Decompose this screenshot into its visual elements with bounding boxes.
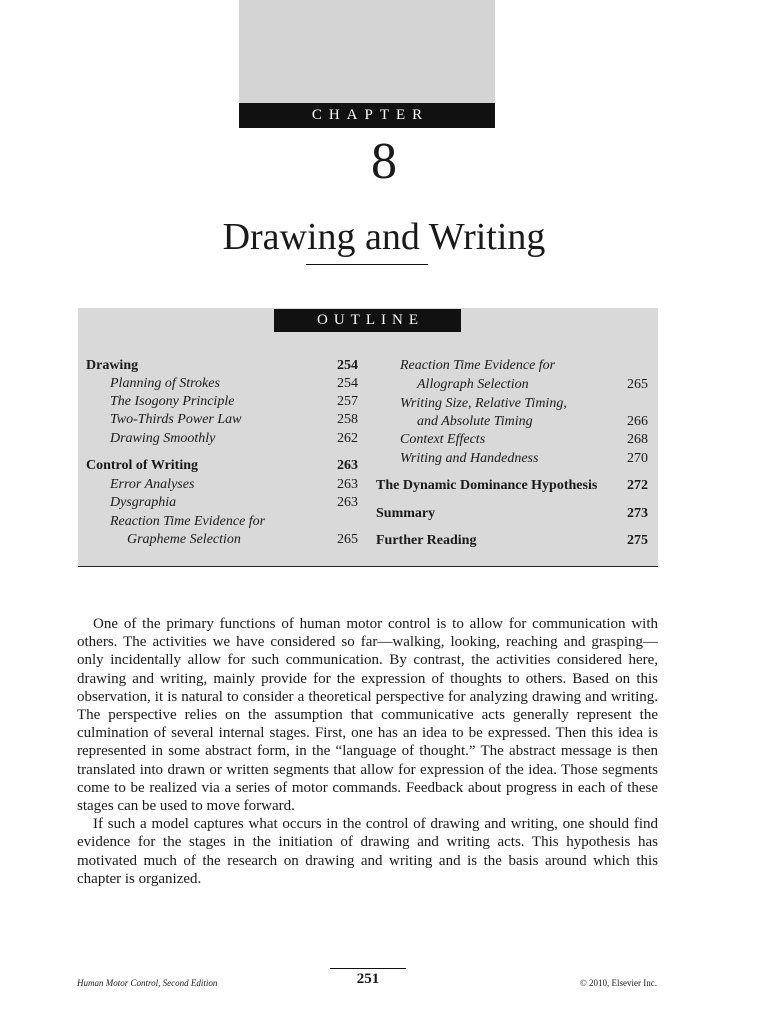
outline-page: 266: [627, 414, 648, 429]
outline-entry: Writing and Handedness: [400, 451, 539, 466]
footer-rule: [330, 968, 406, 969]
outline-page: 254: [337, 376, 358, 391]
outline-entry: Two-Thirds Power Law: [110, 412, 242, 427]
outline-entry: Error Analyses: [110, 477, 195, 492]
outline-entry: Grapheme Selection: [127, 532, 241, 547]
outline-entry: Allograph Selection: [417, 377, 529, 392]
body-text: [77, 615, 658, 888]
outline-entry: Drawing: [86, 358, 139, 373]
outline-page: 263: [337, 495, 358, 510]
outline-entry: Control of Writing: [86, 458, 199, 473]
outline-page: 265: [627, 377, 648, 392]
outline-page: 263: [337, 458, 358, 473]
paragraph: One of the primary functions of human motor control is to allow for communication with others. The activities we have considered so far—walking, looking, reaching and grasping—only incidentally allow for such communication. By contrast, the activities considered here, drawing and writing, mainly provide for the expression of thoughts to others. Based on this observation, it is natural to consider a theoretical perspective for analyzing drawing and writing. The perspective relies on the assumption that communicative acts generally represent the culmination of several internal stages. First, one has an idea to be expressed. Then this idea is represented in some abstract form, in the “language of thought.” The abstract message is then translated into drawn or written segments that allow for expression of the idea. Those segments come to be realized via a series of motor commands. Feedback about progress in each of these stages can be used to move forward.: [77, 616, 658, 815]
footer-book-title: Human Motor Control, Second Edition: [77, 978, 218, 988]
page-number: 251: [356, 971, 380, 987]
outline-entry: Reaction Time Evidence for: [400, 358, 556, 373]
outline-page: 270: [627, 451, 648, 466]
outline-page: 265: [337, 532, 358, 547]
outline-page: 258: [337, 412, 358, 427]
outline-page: 257: [337, 394, 358, 409]
outline-page: 262: [337, 431, 358, 446]
outline-entry: and Absolute Timing: [417, 414, 533, 429]
outline-page: 268: [627, 432, 648, 447]
outline-entry: The Dynamic Dominance Hypothesis: [376, 478, 598, 493]
outline-page: 254: [337, 358, 358, 373]
outline-entry: The Isogony Principle: [110, 394, 235, 409]
chapter-label: CHAPTER: [239, 103, 495, 128]
outline-page: 272: [627, 478, 648, 493]
header-grey-block: [239, 0, 495, 103]
outline-entry: Writing Size, Relative Timing,: [400, 396, 567, 411]
chapter-title: Drawing and Writing: [222, 216, 546, 258]
outline-entry: Summary: [376, 506, 436, 521]
paragraph: If such a model captures what occurs in the control of drawing and writing, one should find evidence for the stages in the initiation of drawing and writing acts. This hypothesis has motivated much of the research on drawing and writing and is the basis around which this chapter is organized.: [77, 816, 658, 887]
outline-entry: Planning of Strokes: [110, 376, 220, 391]
footer-copyright: © 2010, Elsevier Inc.: [579, 978, 657, 988]
outline-entry: Dysgraphia: [110, 495, 177, 510]
outline-entry: Reaction Time Evidence for: [110, 514, 266, 529]
chapter-number: 8: [371, 133, 397, 190]
outline-entry: Context Effects: [400, 432, 486, 447]
title-underline: [306, 264, 428, 265]
outline-page: 263: [337, 477, 358, 492]
outline-page: 275: [627, 533, 648, 548]
outline-page: 273: [627, 506, 648, 521]
outline-entry: Drawing Smoothly: [110, 431, 216, 446]
outline-entry: Further Reading: [376, 533, 477, 548]
outline-label: OUTLINE: [274, 309, 461, 332]
